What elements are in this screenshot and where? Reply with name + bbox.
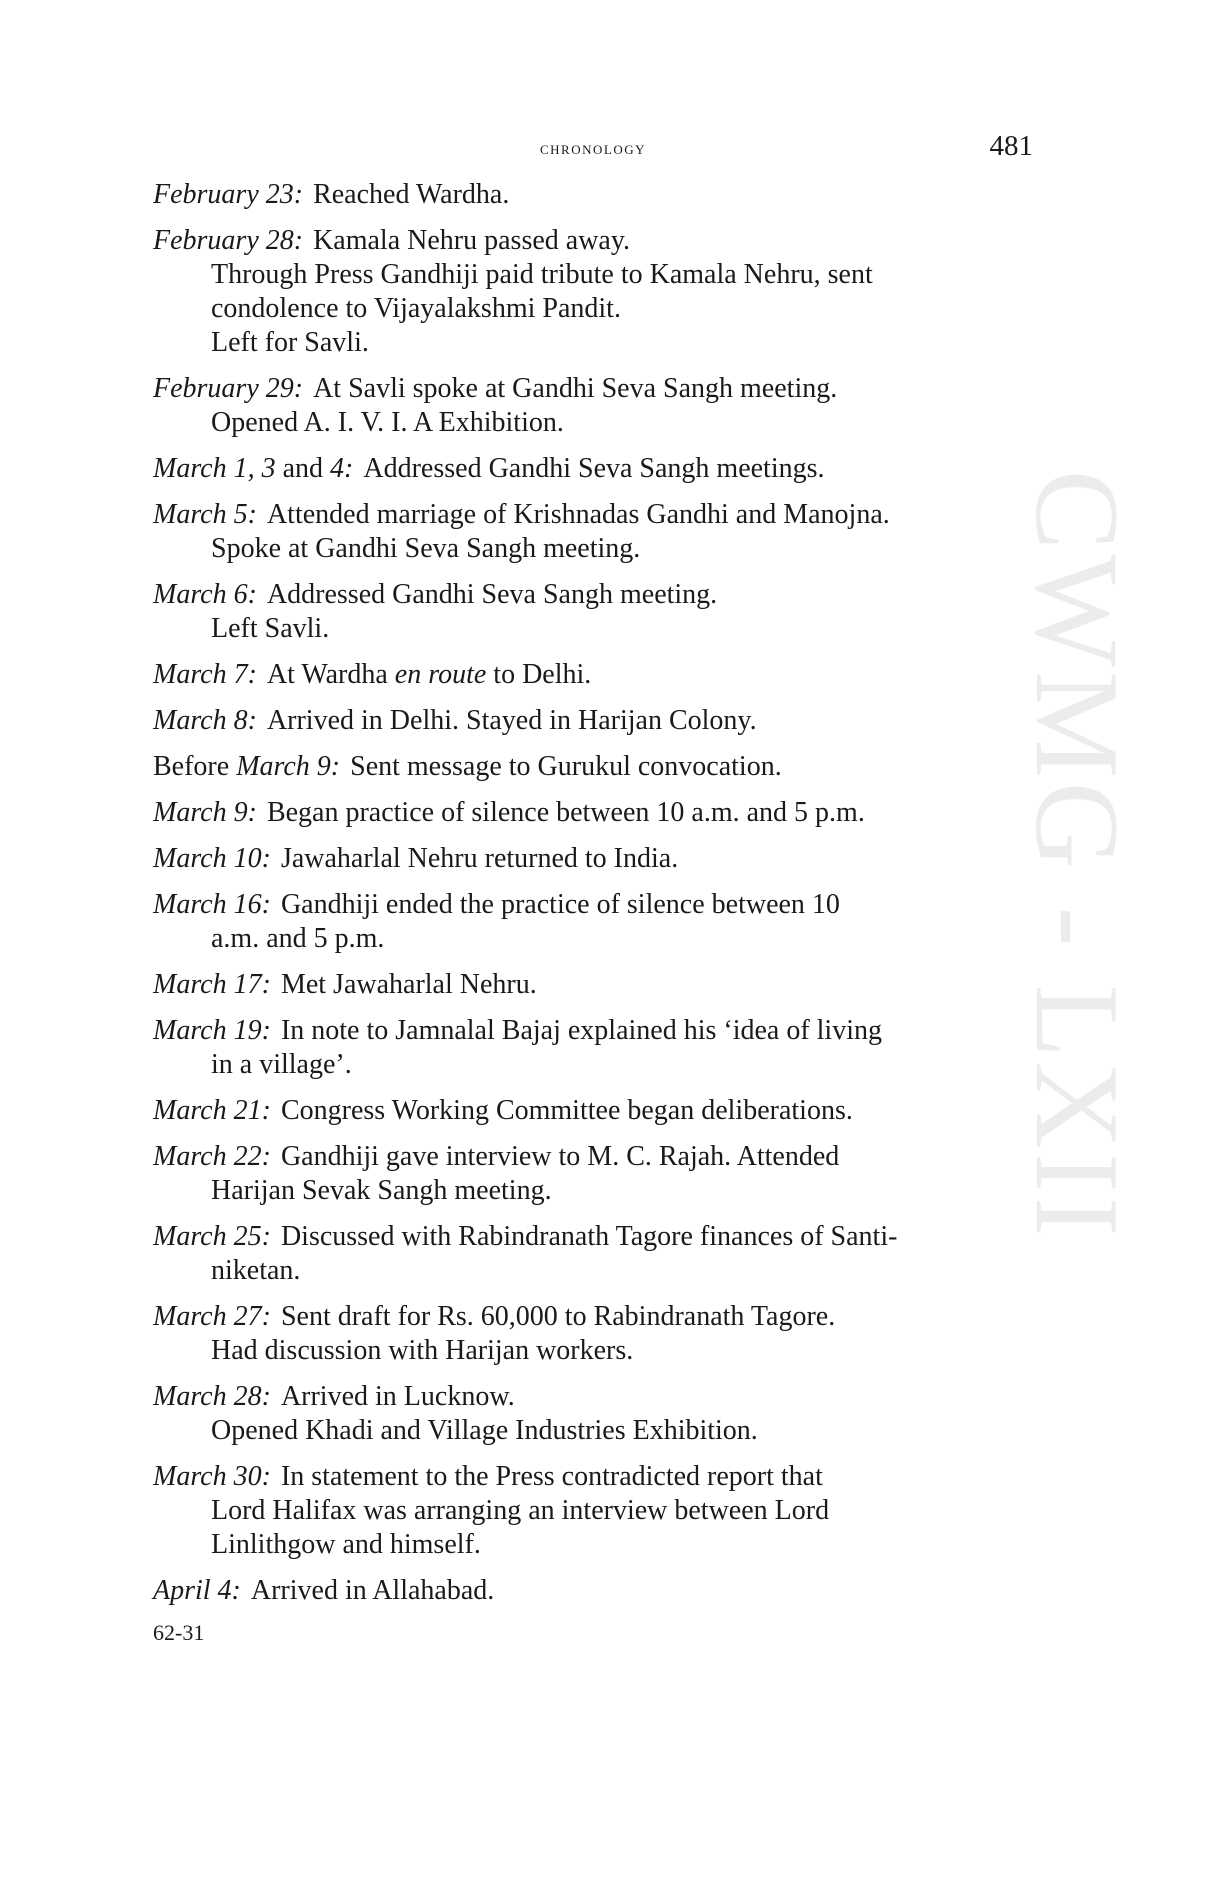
- entry-mar-28: [153, 1380, 1033, 1448]
- entry-date: March 5:: [153, 499, 257, 530]
- page-number: 481: [989, 130, 1033, 162]
- entry-text: Spoke at Gandhi Seva Sangh meeting.: [211, 533, 641, 564]
- entry-text: in a village’.: [211, 1049, 352, 1080]
- running-title: chronology: [540, 138, 646, 159]
- entry-text: Began practice of silence between 10 a.m. and 5 p.m.: [266, 797, 865, 828]
- entry-date: March 8:: [153, 705, 257, 736]
- entry-mar-30: [153, 1460, 1033, 1562]
- entry-text: Arrived in Delhi. Stayed in Harijan Colony.: [266, 705, 757, 736]
- entry-text: Discussed with Rabindranath Tagore finances of Santi-: [280, 1221, 898, 1252]
- entry-text: Left Savli.: [211, 613, 330, 644]
- entry-date: February 29:: [153, 373, 304, 404]
- entry-mar-8: [153, 704, 1033, 738]
- entry-text: Opened Khadi and Village Industries Exhibition.: [211, 1415, 758, 1446]
- entry-date-prefix: Before: [153, 751, 230, 782]
- entry-text: Congress Working Committee began deliberations.: [280, 1095, 853, 1126]
- entry-date: March 21:: [153, 1095, 271, 1126]
- entry-mar-7: [153, 658, 1033, 692]
- entry-mar-27: [153, 1300, 1033, 1368]
- entry-text: Gandhiji ended the practice of silence between 10: [280, 889, 840, 920]
- entry-date: February 28:: [153, 225, 304, 256]
- entry-date: March 9:: [153, 797, 257, 828]
- entry-text: Addressed Gandhi Seva Sangh meetings.: [363, 453, 825, 484]
- entry-text: Sent message to Gurukul convocation.: [350, 751, 782, 782]
- page: [153, 130, 1033, 1646]
- entry-mar-25: [153, 1220, 1033, 1288]
- entry-mar-17: [153, 968, 1033, 1002]
- entry-text: Left for Savli.: [211, 327, 369, 358]
- entry-text: Jawaharlal Nehru returned to India.: [280, 843, 679, 874]
- chronology-entries: [153, 178, 1033, 1608]
- entry-feb-28: [153, 224, 1033, 360]
- entry-text: Through Press Gandhiji paid tribute to Kamala Nehru, sent: [211, 259, 873, 290]
- entry-date: March 19:: [153, 1015, 271, 1046]
- entry-text: Attended marriage of Krishnadas Gandhi and Manojna.: [266, 499, 890, 530]
- entry-text: a.m. and 5 p.m.: [211, 923, 385, 954]
- entry-text: Sent draft for Rs. 60,000 to Rabindranath Tagore.: [280, 1301, 836, 1332]
- entry-text: At Savli spoke at Gandhi Seva Sangh meeting.: [313, 373, 838, 404]
- entry-date: March 25:: [153, 1221, 271, 1252]
- entry-mar-22: [153, 1140, 1033, 1208]
- entry-feb-29: [153, 372, 1033, 440]
- entry-text: Kamala Nehru passed away.: [313, 225, 631, 256]
- entry-text: Had discussion with Harijan workers.: [211, 1335, 634, 1366]
- entry-date: March 1, 3 and 4:: [153, 453, 354, 484]
- entry-text: Gandhiji gave interview to M. C. Rajah. Attended: [280, 1141, 840, 1172]
- entry-before-mar-9: [153, 750, 1033, 784]
- entry-text: At Wardha en route to Delhi.: [266, 659, 592, 690]
- entry-mar-21: [153, 1094, 1033, 1128]
- entry-text: condolence to Vijayalakshmi Pandit.: [211, 293, 621, 324]
- entry-mar-9: [153, 796, 1033, 830]
- entry-mar-19: [153, 1014, 1033, 1082]
- entry-date: February 23:: [153, 179, 304, 210]
- running-head: [153, 130, 1033, 170]
- folio-signature: 62-31: [153, 1620, 205, 1645]
- entry-mar-16: [153, 888, 1033, 956]
- entry-text: Arrived in Allahabad.: [250, 1575, 495, 1606]
- entry-date: March 22:: [153, 1141, 271, 1172]
- entry-text: In note to Jamnalal Bajaj explained his ‘idea of living: [280, 1015, 882, 1046]
- entry-text: Met Jawaharlal Nehru.: [280, 969, 537, 1000]
- watermark: CWMG - LXII: [1011, 470, 1144, 1241]
- entry-date: March 28:: [153, 1381, 271, 1412]
- entry-text: Lord Halifax was arranging an interview between Lord: [211, 1495, 830, 1526]
- entry-apr-4: [153, 1574, 1033, 1608]
- entry-date: March 17:: [153, 969, 271, 1000]
- entry-text: niketan.: [211, 1255, 301, 1286]
- entry-text: Reached Wardha.: [313, 179, 510, 210]
- entry-date: March 10:: [153, 843, 271, 874]
- entry-date: March 16:: [153, 889, 271, 920]
- entry-date: March 30:: [153, 1461, 271, 1492]
- entry-text: Linlithgow and himself.: [211, 1529, 481, 1560]
- entry-date: April 4:: [153, 1575, 241, 1606]
- entry-text: Addressed Gandhi Seva Sangh meeting.: [266, 579, 718, 610]
- entry-text: Harijan Sevak Sangh meeting.: [211, 1175, 552, 1206]
- entry-mar-6: [153, 578, 1033, 646]
- entry-date: March 6:: [153, 579, 257, 610]
- entry-mar-10: [153, 842, 1033, 876]
- entry-date: March 9:: [236, 751, 341, 782]
- entry-text: Opened A. I. V. I. A Exhibition.: [211, 407, 564, 438]
- entry-mar-5: [153, 498, 1033, 566]
- entry-text: Arrived in Lucknow.: [280, 1381, 515, 1412]
- entry-mar-1-3-4: [153, 452, 1033, 486]
- entry-date: March 7:: [153, 659, 257, 690]
- entry-date: March 27:: [153, 1301, 271, 1332]
- entry-text: In statement to the Press contradicted report that: [280, 1461, 823, 1492]
- entry-feb-23: [153, 178, 1033, 212]
